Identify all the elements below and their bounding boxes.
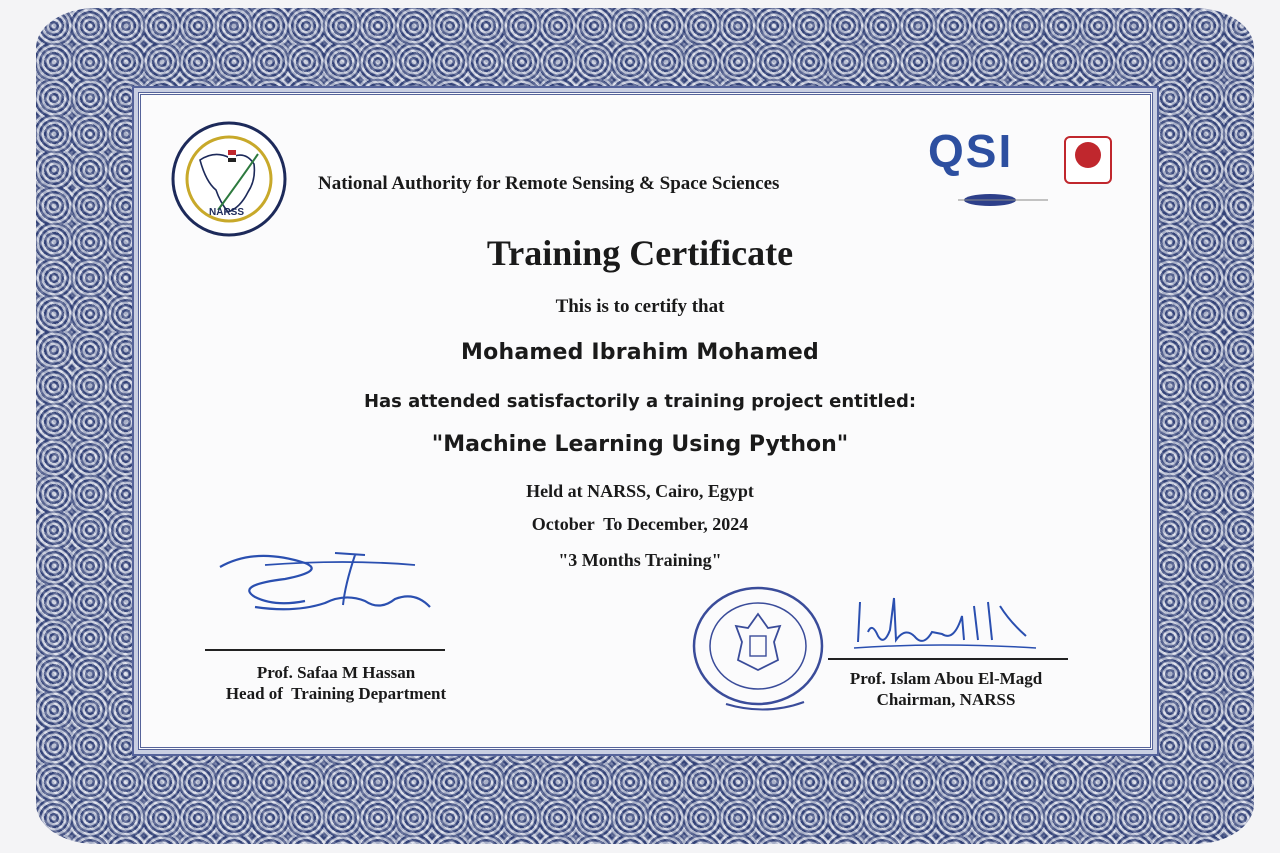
certificate-title: Training Certificate	[486, 233, 794, 273]
turkak-badge-icon	[1064, 136, 1112, 184]
narss-logo-text: NARSS	[209, 207, 245, 218]
official-seal-stamp	[686, 584, 830, 714]
qsi-logo-text: QSI	[928, 125, 1014, 177]
left-signatory-role: Head of Training Department	[225, 684, 447, 703]
right-signatory-name: Prof. Islam Abou El-Magd	[849, 669, 1043, 688]
duration-line: "3 Months Training"	[558, 550, 722, 570]
right-signatory	[826, 668, 1066, 710]
project-title: "Machine Learning Using Python"	[431, 432, 849, 457]
attended-line: Has attended satisfactorily a training project entitled:	[363, 391, 917, 412]
certify-line: This is to certify that	[555, 296, 725, 317]
location-line: Held at NARSS, Cairo, Egypt	[526, 481, 754, 501]
right-handwritten-signature	[850, 592, 1040, 654]
left-signature-line	[205, 649, 445, 651]
narss-logo	[170, 120, 288, 238]
dates-line: October To December, 2024	[531, 514, 749, 534]
recipient-name: Mohamed Ibrahim Mohamed	[461, 340, 819, 365]
right-signature-line	[828, 658, 1068, 660]
left-signatory	[200, 662, 472, 704]
right-signatory-role: Chairman, NARSS	[876, 690, 1016, 709]
left-handwritten-signature	[215, 545, 445, 620]
issuing-authority: National Authority for Remote Sensing & Space Sciences	[318, 173, 780, 194]
left-signatory-name: Prof. Safaa M Hassan	[256, 663, 416, 682]
